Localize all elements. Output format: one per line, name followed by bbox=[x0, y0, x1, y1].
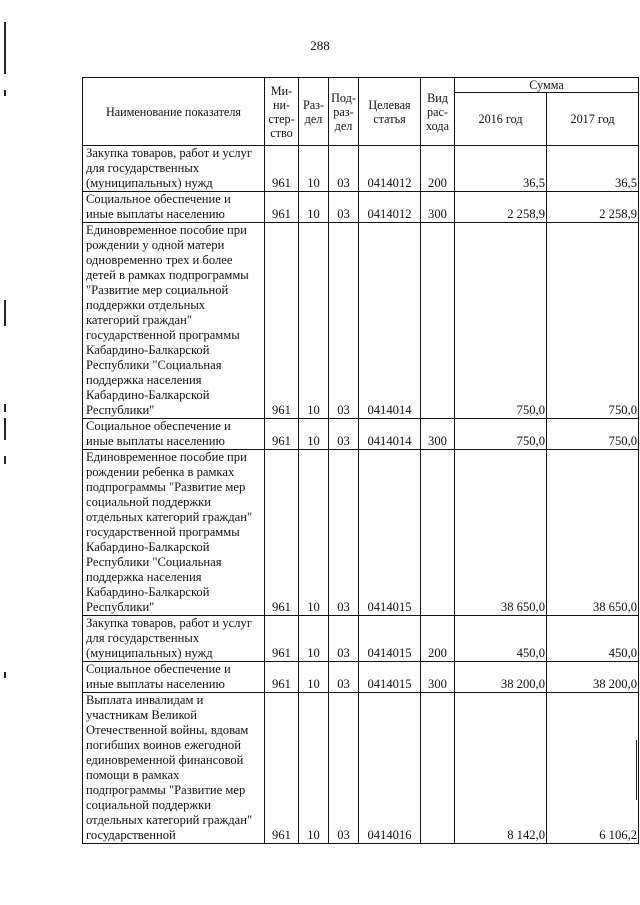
header-year-2016: 2016 год bbox=[455, 93, 547, 146]
page-number: 288 bbox=[310, 38, 330, 53]
table-row bbox=[83, 693, 639, 844]
row-ministry: 961 bbox=[265, 450, 299, 616]
row-name: Социальное обеспечение и иные выплаты населению bbox=[83, 662, 265, 693]
row-amount-2016: 36,5 bbox=[455, 146, 547, 192]
row-section: 10 bbox=[299, 192, 329, 223]
header-name: Наименование показателя bbox=[83, 78, 265, 146]
row-section: 10 bbox=[299, 450, 329, 616]
row-target: 0414012 bbox=[359, 146, 421, 192]
budget-table bbox=[82, 77, 639, 844]
table-row bbox=[83, 450, 639, 616]
table-row bbox=[83, 419, 639, 450]
row-subsection: 03 bbox=[329, 419, 359, 450]
row-amount-2017: 6 106,2 bbox=[547, 693, 639, 844]
row-target: 0414015 bbox=[359, 662, 421, 693]
row-subsection: 03 bbox=[329, 450, 359, 616]
header-year-2017: 2017 год bbox=[547, 93, 639, 146]
row-amount-2017: 750,0 bbox=[547, 223, 639, 419]
row-expense-type: 300 bbox=[421, 192, 455, 223]
scan-margin-mark bbox=[4, 22, 6, 74]
row-name: Социальное обеспечение и иные выплаты населению bbox=[83, 419, 265, 450]
row-amount-2016: 750,0 bbox=[455, 223, 547, 419]
header-sum: Сумма bbox=[455, 78, 639, 93]
row-expense-type: 200 bbox=[421, 146, 455, 192]
row-section: 10 bbox=[299, 662, 329, 693]
row-subsection: 03 bbox=[329, 616, 359, 662]
scan-margin-mark bbox=[4, 90, 6, 96]
row-ministry: 961 bbox=[265, 662, 299, 693]
row-subsection: 03 bbox=[329, 223, 359, 419]
scan-margin-mark bbox=[4, 456, 6, 464]
row-name: Единовременное пособие при рождении у одной матери одновременно трех и более детей в рамках подпрограммы "Развитие мер социальной поддержки отдельных категорий граждан" государственной программы Кабардино-Балкарской Республики "Социальная поддержка населения Кабардино-Балкарской Республики" bbox=[83, 223, 265, 419]
row-amount-2017: 2 258,9 bbox=[547, 192, 639, 223]
row-target: 0414012 bbox=[359, 192, 421, 223]
table-row bbox=[83, 146, 639, 192]
row-amount-2016: 38 200,0 bbox=[455, 662, 547, 693]
scan-margin-mark bbox=[4, 300, 6, 326]
header-target: Целевая статья bbox=[359, 78, 421, 146]
row-subsection: 03 bbox=[329, 146, 359, 192]
scan-margin-mark bbox=[4, 672, 6, 678]
row-amount-2017: 38 650,0 bbox=[547, 450, 639, 616]
row-amount-2016: 8 142,0 bbox=[455, 693, 547, 844]
row-section: 10 bbox=[299, 223, 329, 419]
row-section: 10 bbox=[299, 419, 329, 450]
row-ministry: 961 bbox=[265, 616, 299, 662]
header-subsection: Под-раз-дел bbox=[329, 78, 359, 146]
row-amount-2017: 38 200,0 bbox=[547, 662, 639, 693]
row-expense-type: 200 bbox=[421, 616, 455, 662]
row-expense-type bbox=[421, 223, 455, 419]
row-ministry: 961 bbox=[265, 419, 299, 450]
row-amount-2016: 38 650,0 bbox=[455, 450, 547, 616]
table-row bbox=[83, 616, 639, 662]
row-subsection: 03 bbox=[329, 693, 359, 844]
row-expense-type: 300 bbox=[421, 662, 455, 693]
row-name: Закупка товаров, работ и услуг для государственных (муниципальных) нужд bbox=[83, 616, 265, 662]
header-expense-type: Вид рас-хода bbox=[421, 78, 455, 146]
row-name: Единовременное пособие при рождении ребенка в рамках подпрограммы "Развитие мер социальной поддержки отдельных категорий граждан" государственной программы Кабардино-Балкарской Республики "Социальная поддержка населения Кабардино-Балкарской Республики" bbox=[83, 450, 265, 616]
row-amount-2017: 36,5 bbox=[547, 146, 639, 192]
row-name: Выплата инвалидам и участникам Великой Отечественной войны, вдовам погибших воинов ежегодной единовременной финансовой помощи в рамках подпрограммы "Развитие мер социальной поддержки отдельных категорий граждан" государственной bbox=[83, 693, 265, 844]
row-name: Закупка товаров, работ и услуг для государственных (муниципальных) нужд bbox=[83, 146, 265, 192]
table-row bbox=[83, 192, 639, 223]
row-section: 10 bbox=[299, 616, 329, 662]
row-amount-2016: 2 258,9 bbox=[455, 192, 547, 223]
row-target: 0414016 bbox=[359, 693, 421, 844]
row-ministry: 961 bbox=[265, 223, 299, 419]
row-ministry: 961 bbox=[265, 146, 299, 192]
row-amount-2016: 750,0 bbox=[455, 419, 547, 450]
header-ministry: Ми-ни-стер-ство bbox=[265, 78, 299, 146]
row-subsection: 03 bbox=[329, 192, 359, 223]
row-expense-type: 300 bbox=[421, 419, 455, 450]
row-section: 10 bbox=[299, 146, 329, 192]
row-amount-2017: 750,0 bbox=[547, 419, 639, 450]
scan-margin-mark bbox=[4, 404, 6, 412]
table-row bbox=[83, 662, 639, 693]
scan-margin-mark bbox=[4, 418, 6, 440]
row-amount-2017: 450,0 bbox=[547, 616, 639, 662]
row-ministry: 961 bbox=[265, 192, 299, 223]
row-name: Социальное обеспечение и иные выплаты населению bbox=[83, 192, 265, 223]
row-ministry: 961 bbox=[265, 693, 299, 844]
row-target: 0414014 bbox=[359, 223, 421, 419]
row-expense-type bbox=[421, 450, 455, 616]
row-target: 0414015 bbox=[359, 450, 421, 616]
row-section: 10 bbox=[299, 693, 329, 844]
row-target: 0414015 bbox=[359, 616, 421, 662]
row-amount-2016: 450,0 bbox=[455, 616, 547, 662]
header-section: Раз-дел bbox=[299, 78, 329, 146]
row-subsection: 03 bbox=[329, 662, 359, 693]
row-expense-type bbox=[421, 693, 455, 844]
table-row bbox=[83, 223, 639, 419]
row-target: 0414014 bbox=[359, 419, 421, 450]
